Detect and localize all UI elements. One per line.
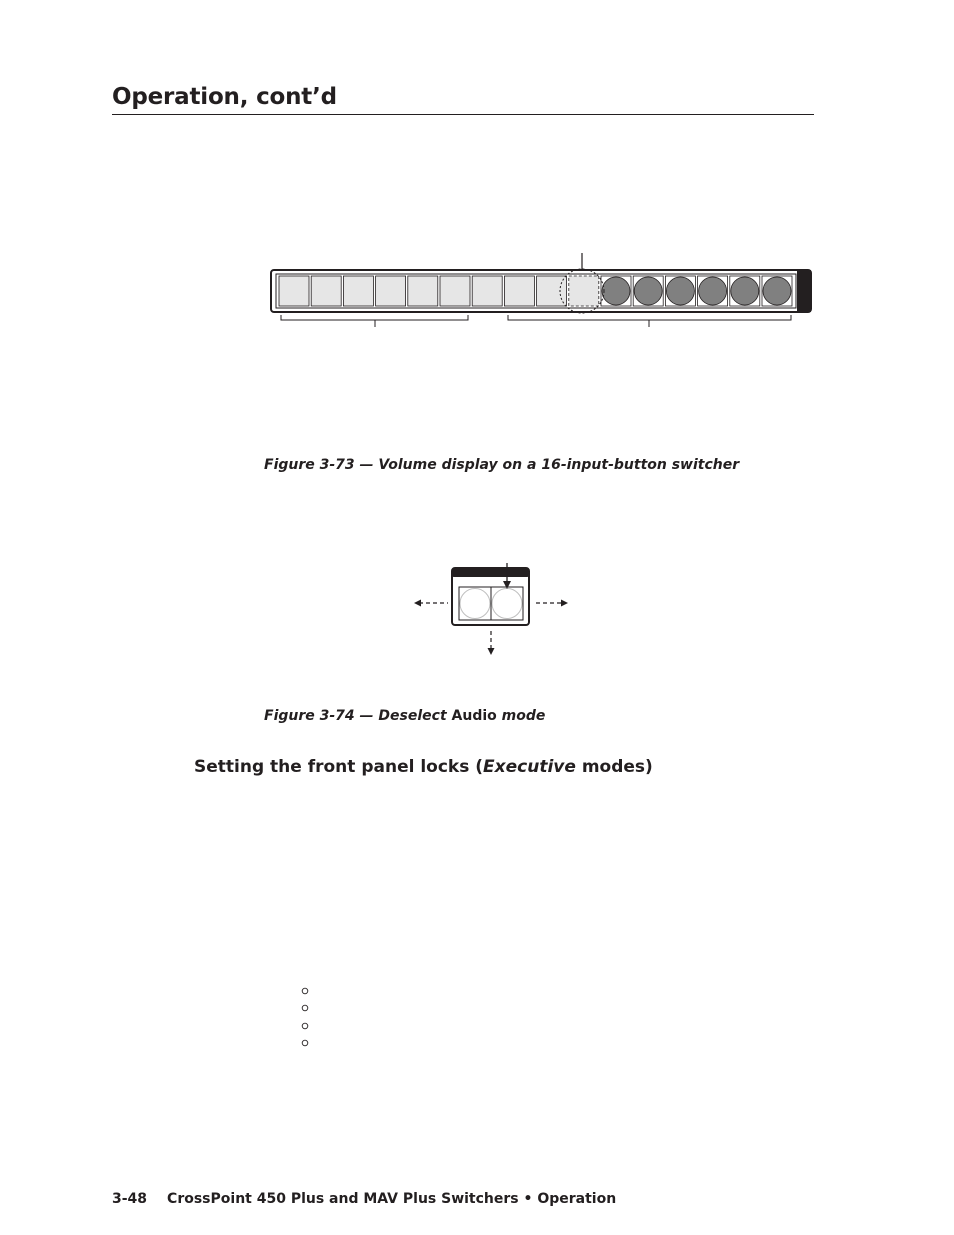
button-right-circle [492,589,522,619]
caption-audio-word: Audio [451,708,497,724]
footer-text: CrossPoint 450 Plus and MAV Plus Switchers • Operation [167,1191,617,1207]
input-button-6 [440,276,470,306]
input-button-5 [408,276,438,306]
figure-3-74-caption [264,708,545,724]
input-button-9 [537,276,567,306]
input-button-8 [504,276,534,306]
page-footer [112,1191,616,1207]
list-bullet [301,1004,309,1012]
input-button-1 [279,276,309,306]
input-button-2 [311,276,341,306]
caption-prefix: Figure 3-74 — [264,708,379,724]
lit-led-14 [699,277,727,305]
lit-led-12 [634,277,662,305]
input-button-4 [376,276,406,306]
input-button-7 [472,276,502,306]
list-bullet [301,1022,309,1030]
page-number: 3-48 [112,1191,148,1207]
caption-suffix: mode [496,708,546,724]
control-box-header [452,568,529,577]
input-button-3 [343,276,373,306]
button-left-circle [460,589,490,619]
lit-led-15 [731,277,759,305]
input-button-10 [569,276,599,306]
bracket-unlit-range [281,315,468,320]
lit-led-13 [666,277,694,305]
lit-led-11 [602,277,630,305]
title-rule [112,114,814,115]
heading-prefix: Setting the front panel locks ( [194,757,484,777]
exit-arrow-left-head [414,600,421,607]
heading-suffix: modes) [575,757,653,777]
lit-led-16 [763,277,791,305]
panel-end-cap [797,270,811,312]
list-bullet [301,1039,309,1047]
bracket-lit-range [508,315,791,320]
figure-3-74-deselect-audio [410,558,575,663]
exit-arrow-right-head [561,600,568,607]
exit-arrow-down-head [488,648,495,655]
figure-3-73-caption: Figure 3-73 — Volume display on a 16-input-button switcher [264,457,740,473]
heading-emphasis: Executive [483,757,576,777]
list-bullet [301,987,309,995]
page-title: Operation, cont’d [112,84,337,110]
caption-emphasis: Deselect [378,708,452,724]
section-heading [194,757,653,777]
figure-3-73-volume-display [266,245,816,335]
